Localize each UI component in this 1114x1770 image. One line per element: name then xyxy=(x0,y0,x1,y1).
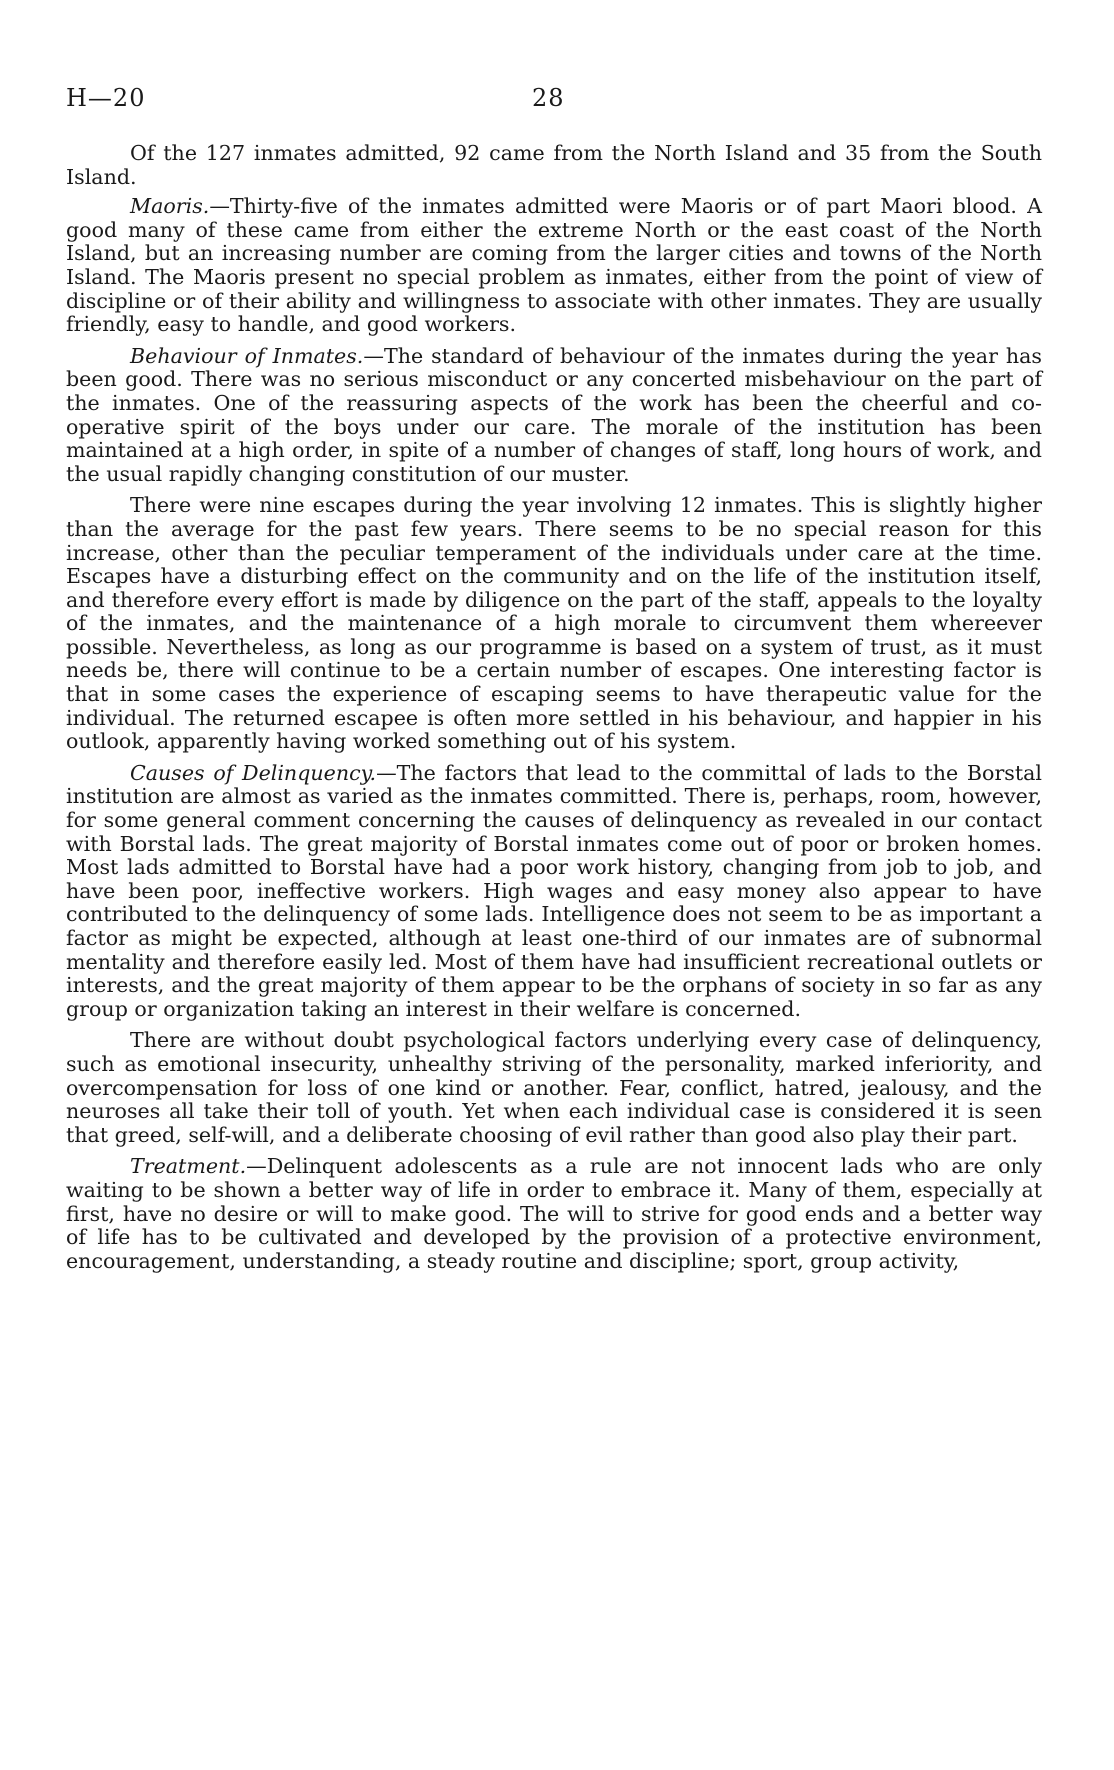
paragraph-text: There are without doubt psychological factors underlying every case of delinquency, such as emotional insecurity, unhealthy striving of the personality, marked inferiority, and overcompensation for loss of one kind or another. Fear, conflict, hatred, jealousy, and the neuroses all take their toll of youth. Yet when each individual case is considered it is seen that greed, self-will, and a deliberate choosing of evil rather than good also play their part. xyxy=(66,1028,1042,1147)
paragraph-behaviour xyxy=(66,345,1042,487)
page-number: 28 xyxy=(532,84,565,112)
paragraph-text: —The standard of behaviour of the inmates during the year has been good. There was no serious misconduct or any concerted misbehaviour on the part of the inmates. One of the reassuring aspects of the work has been the cheerful and co-operative spirit of the boys under our care. The morale of the institution has been maintained at a high order, in spite of a number of changes of staff, long hours of work, and the usual rapidly changing constitution of our muster. xyxy=(66,343,1043,486)
paragraph-maoris xyxy=(66,195,1042,337)
paragraph-text: Of the 127 inmates admitted, 92 came from the North Island and 35 from the South Island. xyxy=(66,141,1042,189)
document-reference: H—20 xyxy=(66,84,146,112)
page-header xyxy=(66,84,1048,114)
paragraph-causes xyxy=(66,762,1042,1022)
section-heading-causes: Causes of Delinquency. xyxy=(130,760,377,785)
paragraph-psychological xyxy=(66,1029,1042,1147)
section-heading-behaviour: Behaviour of Inmates. xyxy=(130,343,364,368)
section-heading-treatment: Treatment. xyxy=(130,1154,247,1179)
paragraph-text: —Thirty-five of the inmates admitted were Maoris or of part Maori blood. A good many of these came from either the extreme North or the east coast of the North Island, but an increasing number are coming from the larger cities and towns of the North Island. The Maoris present no special problem as inmates, either from the point of view of discipline or of their ability and willingness to associate with other inmates. They are usually friendly, easy to handle, and good workers. xyxy=(66,194,1042,337)
section-heading-maoris: Maoris. xyxy=(130,194,210,219)
paragraph-escapes xyxy=(66,494,1042,754)
body-text xyxy=(66,142,1042,1281)
paragraph-text: There were nine escapes during the year involving 12 inmates. This is slightly higher than the average for the past few years. There seems to be no special reason for this increase, other than the peculiar temperament of the individuals under care at the time. Escapes have a disturbing effect on the community and on the life of the institution itself, and therefore every effort is made by diligence on the part of the staff, appeals to the loyalty of the inmates, and the maintenance of a high morale to circumvent them whereever possible. Nevertheless, as long as our programme is based on a system of trust, as it must needs be, there will continue to be a certain number of escapes. One interesting factor is that in some cases the experience of escaping seems to have therapeutic value for the individual. The returned escapee is often more settled in his behaviour, and happier in his outlook, apparently having worked something out of his system. xyxy=(66,493,1042,754)
paragraph-inmates-origin xyxy=(66,142,1042,189)
paragraph-text: —The factors that lead to the committal of lads to the Borstal institution are almost as varied as the inmates committed. There is, perhaps, room, however, for some general comment concerning the causes of delinquency as revealed in our contact with Borstal lads. The great majority of Borstal inmates come out of poor or broken homes. Most lads admitted to Borstal have had a poor work history, changing from job to job, and have been poor, ineffective workers. High wages and easy money also appear to have contributed to the delinquency of some lads. Intelligence does not seem to be as important a factor as might be expected, although at least one-third of our inmates are of subnormal mentality and therefore easily led. Most of them have had insufficient recreational outlets or interests, and the great majority of them appear to be the orphans of society in so far as any group or organization taking an interest in their welfare is concerned. xyxy=(66,760,1042,1021)
paragraph-treatment xyxy=(66,1155,1042,1273)
paragraph-text: —Delinquent adolescents as a rule are not innocent lads who are only waiting to be shown a better way of life in order to embrace it. Many of them, especially at first, have no desire or will to make good. The will to strive for good ends and a better way of life has to be cultivated and developed by the provision of a protective environment, encouragement, understanding, a steady routine and discipline; sport, group activity, xyxy=(66,1154,1042,1273)
